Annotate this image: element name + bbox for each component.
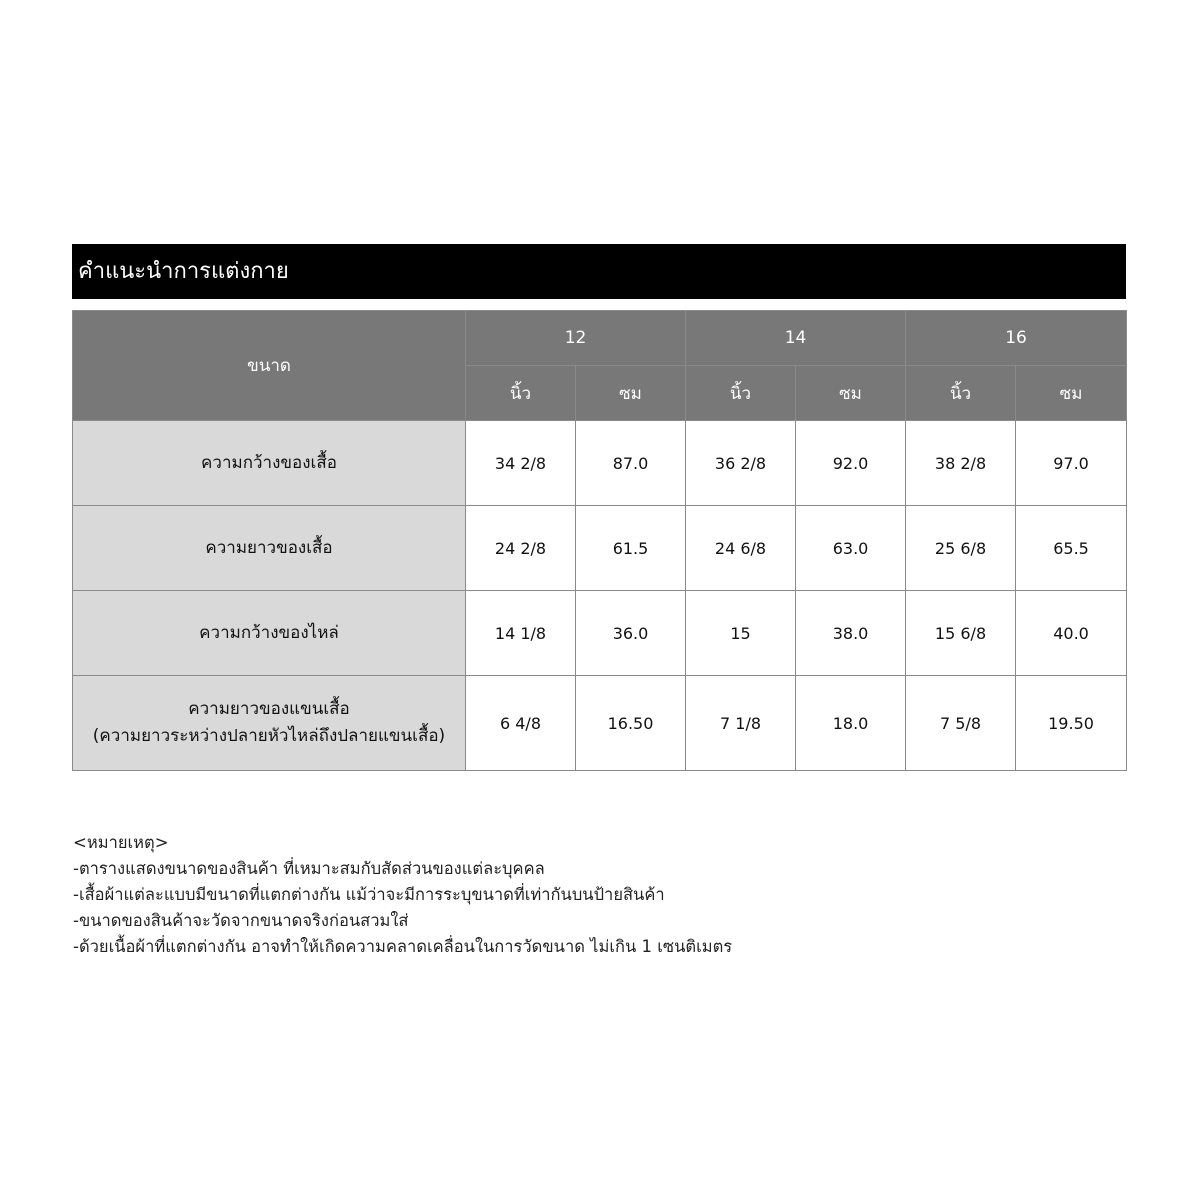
- table-cell: 63.0: [796, 506, 906, 591]
- table-cell: 87.0: [576, 421, 686, 506]
- size-14-header: 14: [686, 311, 906, 366]
- table-cell: 24 6/8: [686, 506, 796, 591]
- size-12-header: 12: [466, 311, 686, 366]
- size-16-header: 16: [906, 311, 1127, 366]
- table-cell: 38.0: [796, 591, 906, 676]
- table-cell: 15 6/8: [906, 591, 1016, 676]
- table-row: [73, 421, 1127, 506]
- size-label-header: ขนาด: [73, 311, 466, 421]
- notes-section: [73, 830, 1133, 960]
- table-cell: 14 1/8: [466, 591, 576, 676]
- table-cell: 34 2/8: [466, 421, 576, 506]
- table-cell: 7 1/8: [686, 676, 796, 771]
- table-cell: 19.50: [1016, 676, 1127, 771]
- table-row: [73, 676, 1127, 771]
- row-label-line2: (ความยาวระหว่างปลายหัวไหล่ถึงปลายแขนเสื้อ): [92, 726, 446, 746]
- table-cell: 97.0: [1016, 421, 1127, 506]
- table-cell: 6 4/8: [466, 676, 576, 771]
- table-cell: 18.0: [796, 676, 906, 771]
- table-row: [73, 506, 1127, 591]
- unit-inch-header: นิ้ว: [466, 366, 576, 421]
- page-title: คำแนะนำการแต่งกาย: [72, 244, 1126, 299]
- row-label: ความกว้างของเสื้อ: [73, 421, 466, 506]
- table-cell: 7 5/8: [906, 676, 1016, 771]
- table-row: [73, 591, 1127, 676]
- notes-heading: <หมายเหตุ>: [73, 833, 169, 852]
- table-cell: 40.0: [1016, 591, 1127, 676]
- table-cell: 36 2/8: [686, 421, 796, 506]
- size-header-row: [73, 311, 1127, 366]
- table-cell: 15: [686, 591, 796, 676]
- table-cell: 65.5: [1016, 506, 1127, 591]
- unit-inch-header: นิ้ว: [906, 366, 1016, 421]
- row-label: [73, 676, 466, 771]
- note-line: -ตารางแสดงขนาดของสินค้า ที่เหมาะสมกับสัดส่วนของแต่ละบุคคล: [73, 859, 545, 878]
- row-label: ความกว้างของไหล่: [73, 591, 466, 676]
- unit-inch-header: นิ้ว: [686, 366, 796, 421]
- unit-cm-header: ซม: [576, 366, 686, 421]
- note-line: -เสื้อผ้าแต่ละแบบมีขนาดที่แตกต่างกัน แม้ว่าจะมีการระบุขนาดที่เท่ากันบนป้ายสินค้า: [73, 885, 665, 904]
- table-cell: 16.50: [576, 676, 686, 771]
- table-cell: 25 6/8: [906, 506, 1016, 591]
- unit-cm-header: ซม: [796, 366, 906, 421]
- row-label-line1: ความยาวของแขนเสื้อ: [188, 699, 350, 719]
- row-label: ความยาวของเสื้อ: [73, 506, 466, 591]
- note-line: -ด้วยเนื้อผ้าที่แตกต่างกัน อาจทำให้เกิดความคลาดเคลื่อนในการวัดขนาด ไม่เกิน 1 เซนติเมตร: [73, 937, 733, 956]
- table-cell: 61.5: [576, 506, 686, 591]
- size-chart-table: [72, 310, 1127, 771]
- table-cell: 38 2/8: [906, 421, 1016, 506]
- table-cell: 36.0: [576, 591, 686, 676]
- table-cell: 92.0: [796, 421, 906, 506]
- table-cell: 24 2/8: [466, 506, 576, 591]
- note-line: -ขนาดของสินค้าจะวัดจากขนาดจริงก่อนสวมใส่: [73, 911, 409, 930]
- unit-cm-header: ซม: [1016, 366, 1127, 421]
